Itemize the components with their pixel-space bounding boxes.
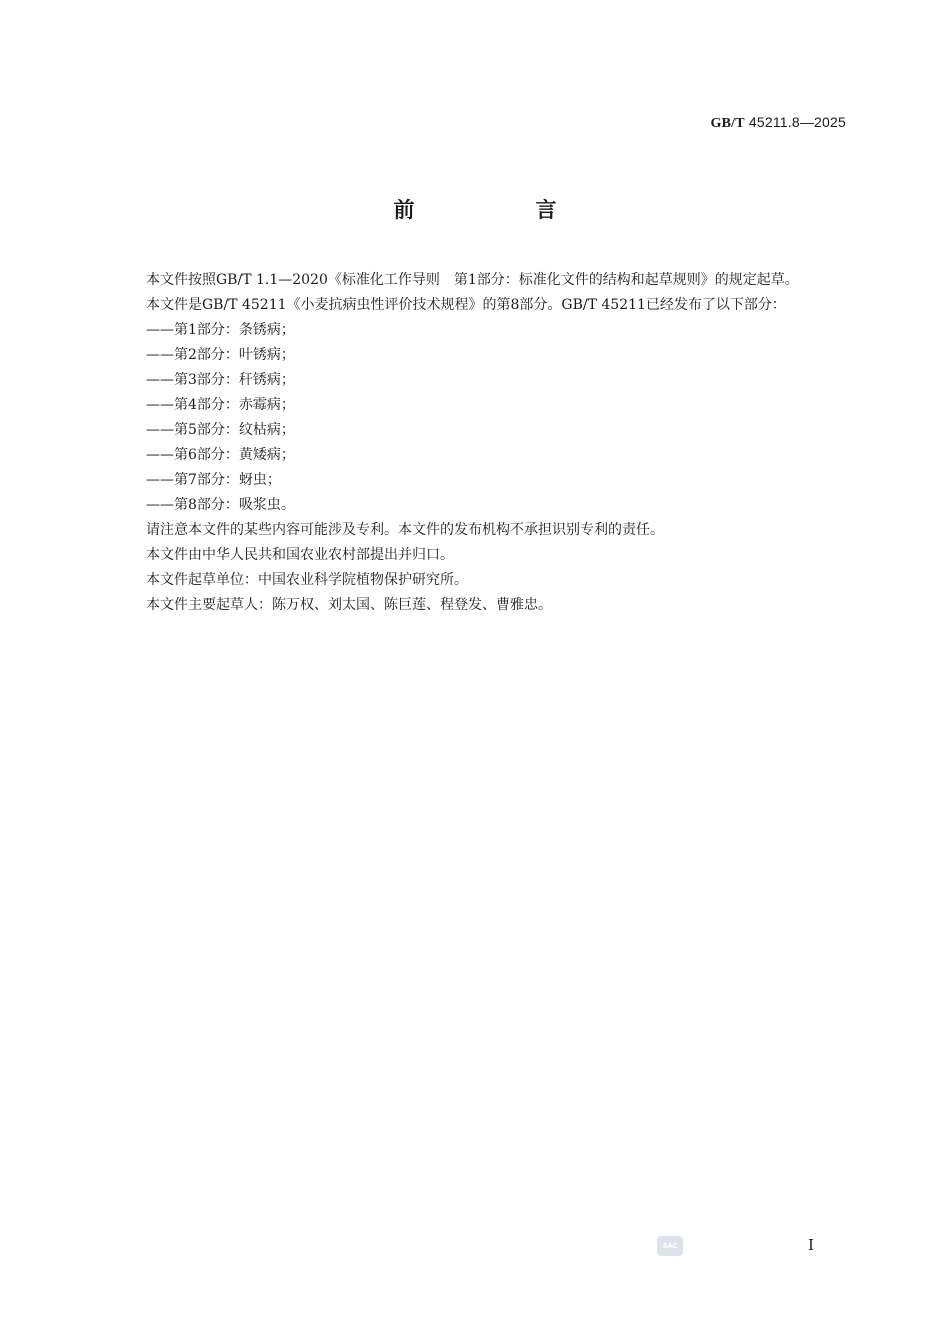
paragraph-drafters: 本文件主要起草人：陈万权、刘太国、陈巨莲、程登发、曹雅忠。 — [146, 597, 552, 613]
paragraph-series-intro: 本文件是GB/T 45211《小麦抗病虫性评价技术规程》的第8部分。GB/T 45211已经发布了以下部分： — [146, 297, 786, 313]
paragraph-drafting-unit: 本文件起草单位：中国农业科学院植物保护研究所。 — [146, 572, 468, 588]
foreword-body — [116, 268, 846, 618]
standard-number: 45211.8—2025 — [748, 114, 846, 130]
list-item: ——第1部分：条锈病； — [146, 322, 295, 338]
page-title: 前 言 — [393, 198, 607, 222]
list-item: ——第3部分：秆锈病； — [146, 372, 295, 388]
standard-prefix: GB/T — [710, 116, 745, 131]
list-item: ——第7部分：蚜虫； — [146, 472, 281, 488]
sac-logo-icon: SAC — [657, 1236, 683, 1256]
paragraph-drafting-basis: 本文件按照GB/T 1.1—2020《标准化工作导则 第1部分：标准化文件的结构和起草规则》的规定起草。 — [146, 272, 799, 288]
standard-code — [711, 114, 846, 132]
paragraph-patent-note: 请注意本文件的某些内容可能涉及专利。本文件的发布机构不承担识别专利的责任。 — [146, 522, 664, 538]
list-item: ——第8部分：吸浆虫。 — [146, 497, 295, 513]
paragraph-proposer: 本文件由中华人民共和国农业农村部提出并归口。 — [146, 547, 454, 563]
list-item: ——第4部分：赤霉病； — [146, 397, 295, 413]
list-item: ——第2部分：叶锈病； — [146, 347, 295, 363]
page-number: I — [808, 1236, 814, 1254]
list-item: ——第6部分：黄矮病； — [146, 447, 295, 463]
list-item: ——第5部分：纹枯病； — [146, 422, 295, 438]
